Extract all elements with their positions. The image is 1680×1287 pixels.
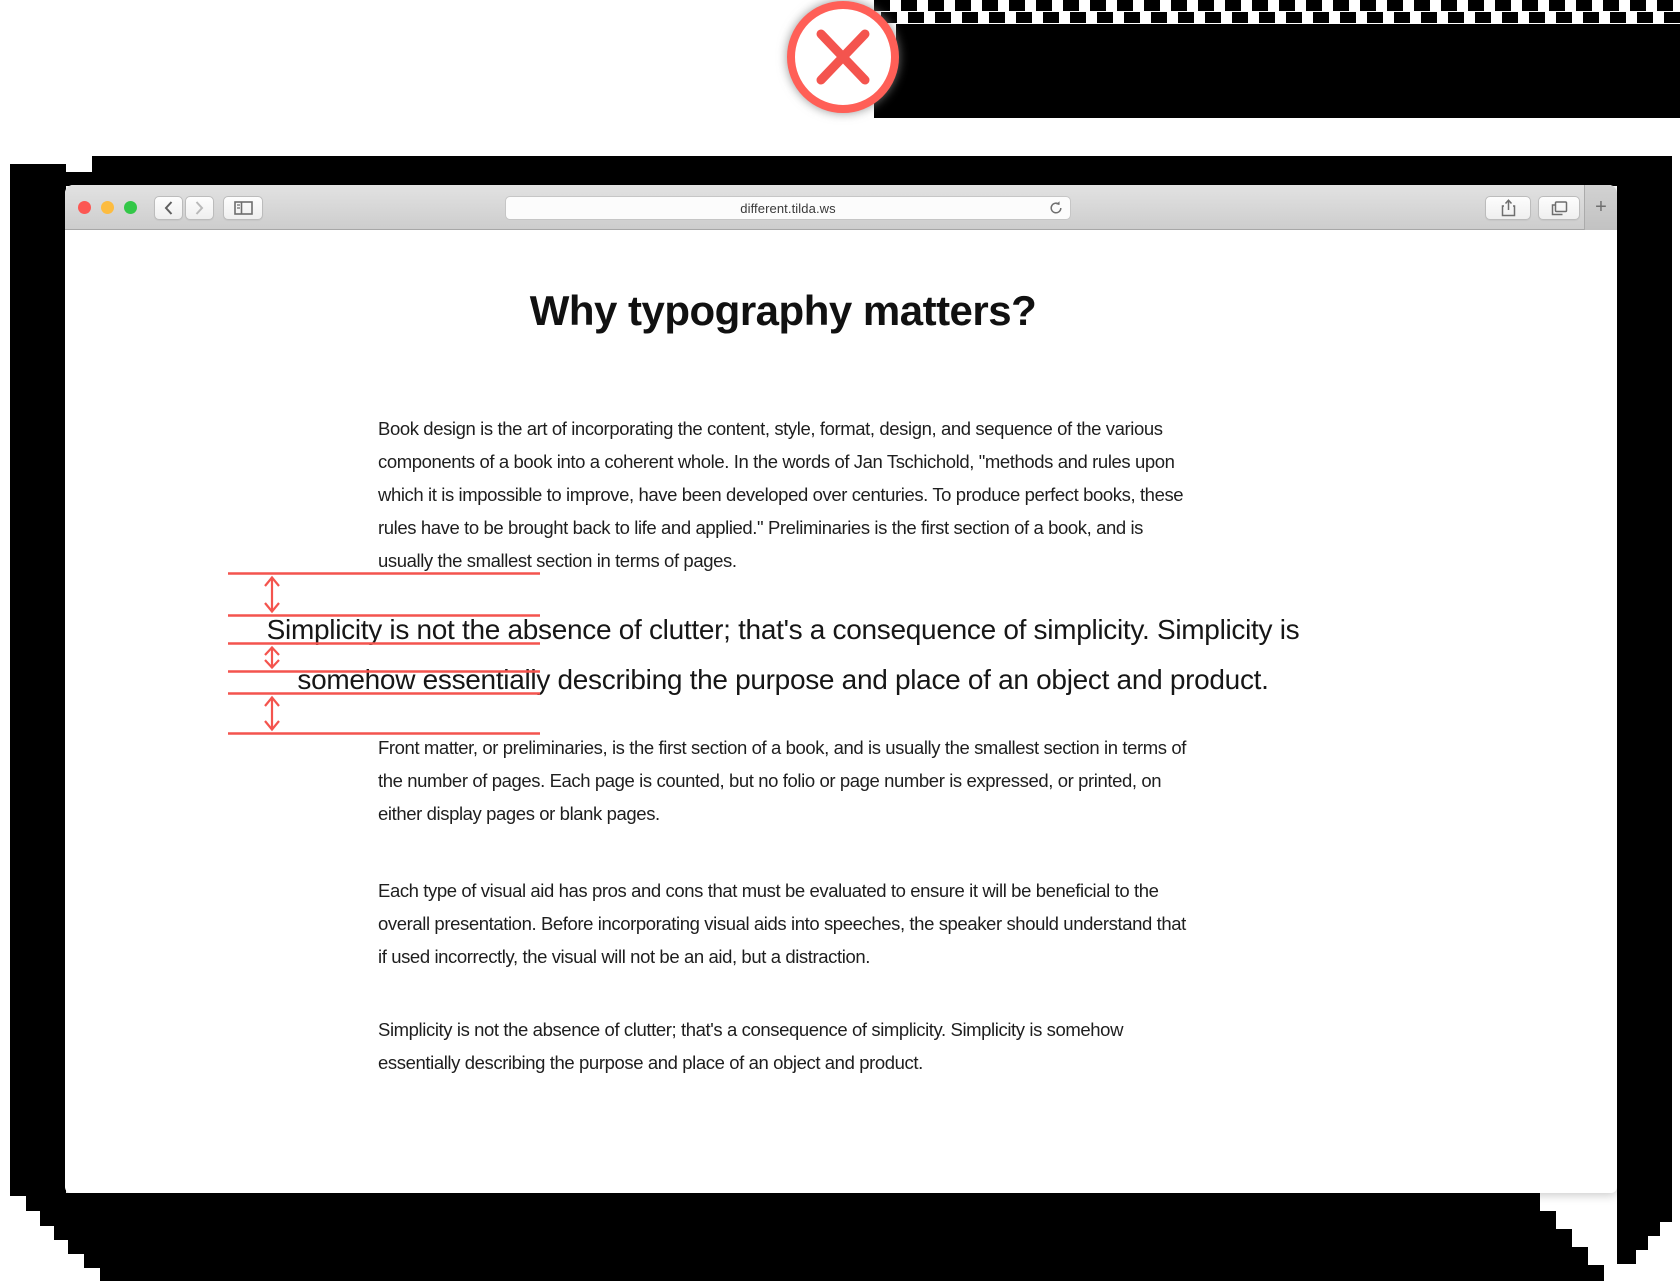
pullquote-line-2: somehow essentially describing the purpose and place of an object and product. (297, 664, 1269, 695)
spacing-arrows (265, 577, 279, 730)
paragraph-front-matter: Front matter, or preliminaries, is the first section of a book, and is usually the smallest section in terms of the number of pages. Each page is counted, but no folio or page number is expressed, or printed, on either display pages or blank pages. (378, 737, 1186, 824)
pullquote-line-1: Simplicity is not the absence of clutter; that's a consequence of simplicity. Simplicity is (266, 614, 1300, 645)
spacing-guide-lines (228, 574, 540, 734)
paragraph-visual-aid: Each type of visual aid has pros and cons that must be evaluated to ensure it will be beneficial to the overall presentation. Before incorporating visual aids into speeches, the speaker should understand that if used incorrectly, the visual will not be an aid, but a distraction. (378, 880, 1186, 967)
paragraph-simplicity: Simplicity is not the absence of clutter; that's a consequence of simplicity. Simplicity is somehow essentially describing the purpose and place of an object and product. (378, 1019, 1124, 1073)
x-circle-icon (781, 0, 905, 120)
paragraph-book-design: Book design is the art of incorporating the content, style, format, design, and sequence of the various components of a book into a coherent whole. In the words of Jan Tschichold, "methods and rules upon which it is impossible to improve, have been developed over centuries. To produce perfect books, these rules have to be brought back to life and applied." Preliminaries is the first section of a book, and is usually the smallest section in terms of pages. (378, 418, 1184, 571)
page-title: Why typography matters? (529, 287, 1037, 334)
url-text: different.tilda.ws (740, 200, 836, 216)
plus-icon: + (1595, 196, 1607, 218)
